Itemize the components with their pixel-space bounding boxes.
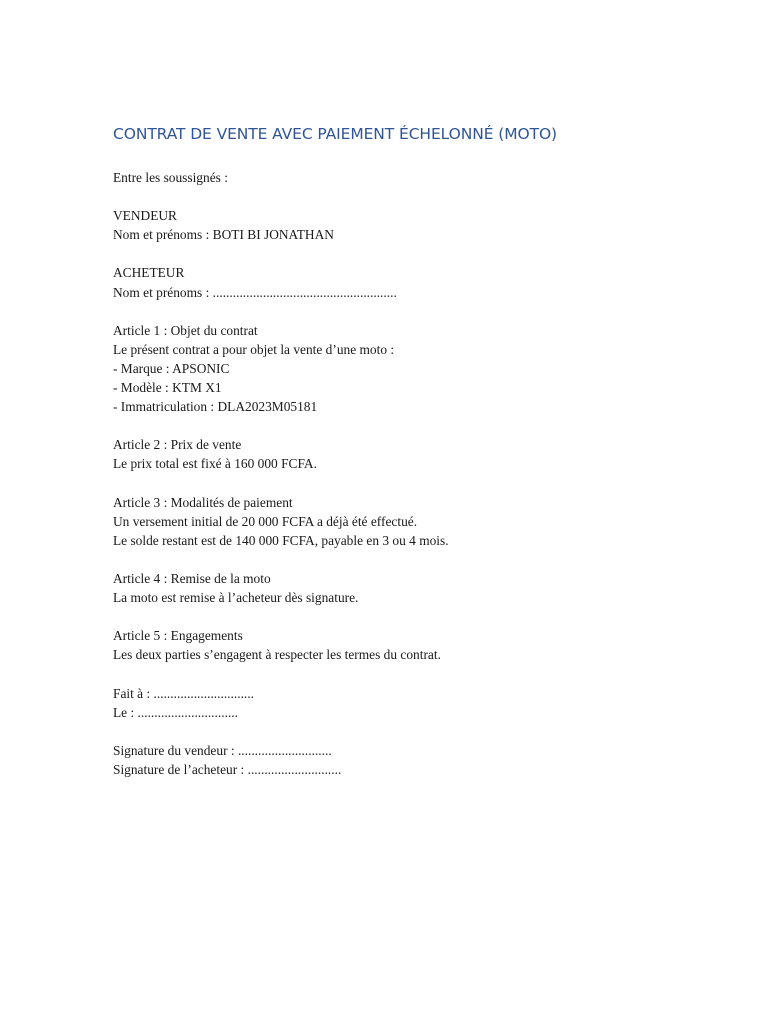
article5-heading: Article 5 : Engagements <box>113 628 243 644</box>
spacer <box>113 664 713 683</box>
article1-model: - Modèle : KTM X1 <box>113 380 222 396</box>
intro-text: Entre les soussignés : <box>113 170 228 185</box>
date-line: Le : .............................. <box>113 704 238 720</box>
article1-registration: - Immatriculation : DLA2023M05181 <box>113 399 318 415</box>
article3-text2: Le solde restant est de 140 000 FCFA, payable en 3 ou 4 mois. <box>113 532 449 548</box>
article4-text: La moto est remise à l’acheteur dès signature. <box>113 590 359 606</box>
article1-heading: Article 1 : Objet du contrat <box>113 322 258 338</box>
article2-text: Le prix total est fixé à 160 000 FCFA. <box>113 456 317 472</box>
spacer <box>113 550 713 569</box>
seller-name-line: Nom et prénoms : BOTI BI JONATHAN <box>113 227 334 243</box>
spacer <box>113 474 713 493</box>
article1-text: Le présent contrat a pour objet la vente d’une moto : <box>113 341 395 357</box>
spacer <box>113 302 713 321</box>
buyer-heading: ACHETEUR <box>113 265 185 281</box>
article3-heading: Article 3 : Modalités de paiement <box>113 494 293 510</box>
article1-brand: - Marque : APSONIC <box>113 360 230 376</box>
spacer <box>113 416 713 435</box>
buyer-signature-line: Signature de l’acheteur : ............................ <box>113 761 342 777</box>
spacer <box>113 187 713 206</box>
contract-title: CONTRAT DE VENTE AVEC PAIEMENT ÉCHELONNÉ (MOTO) <box>113 125 557 143</box>
seller-signature-line: Signature du vendeur : ............................ <box>113 742 332 758</box>
buyer-name-line: Nom et prénoms : ....................................................... <box>113 284 397 300</box>
contract-body <box>113 168 713 779</box>
article4-heading: Article 4 : Remise de la moto <box>113 570 271 586</box>
spacer <box>113 722 713 741</box>
article3-text1: Un versement initial de 20 000 FCFA a déjà été effectué. <box>113 513 418 529</box>
spacer <box>113 607 713 626</box>
seller-heading: VENDEUR <box>113 208 177 224</box>
spacer <box>113 244 713 263</box>
place-line: Fait à : .............................. <box>113 685 254 701</box>
article2-heading: Article 2 : Prix de vente <box>113 437 242 453</box>
article5-text: Les deux parties s’engagent à respecter les termes du contrat. <box>113 647 441 663</box>
